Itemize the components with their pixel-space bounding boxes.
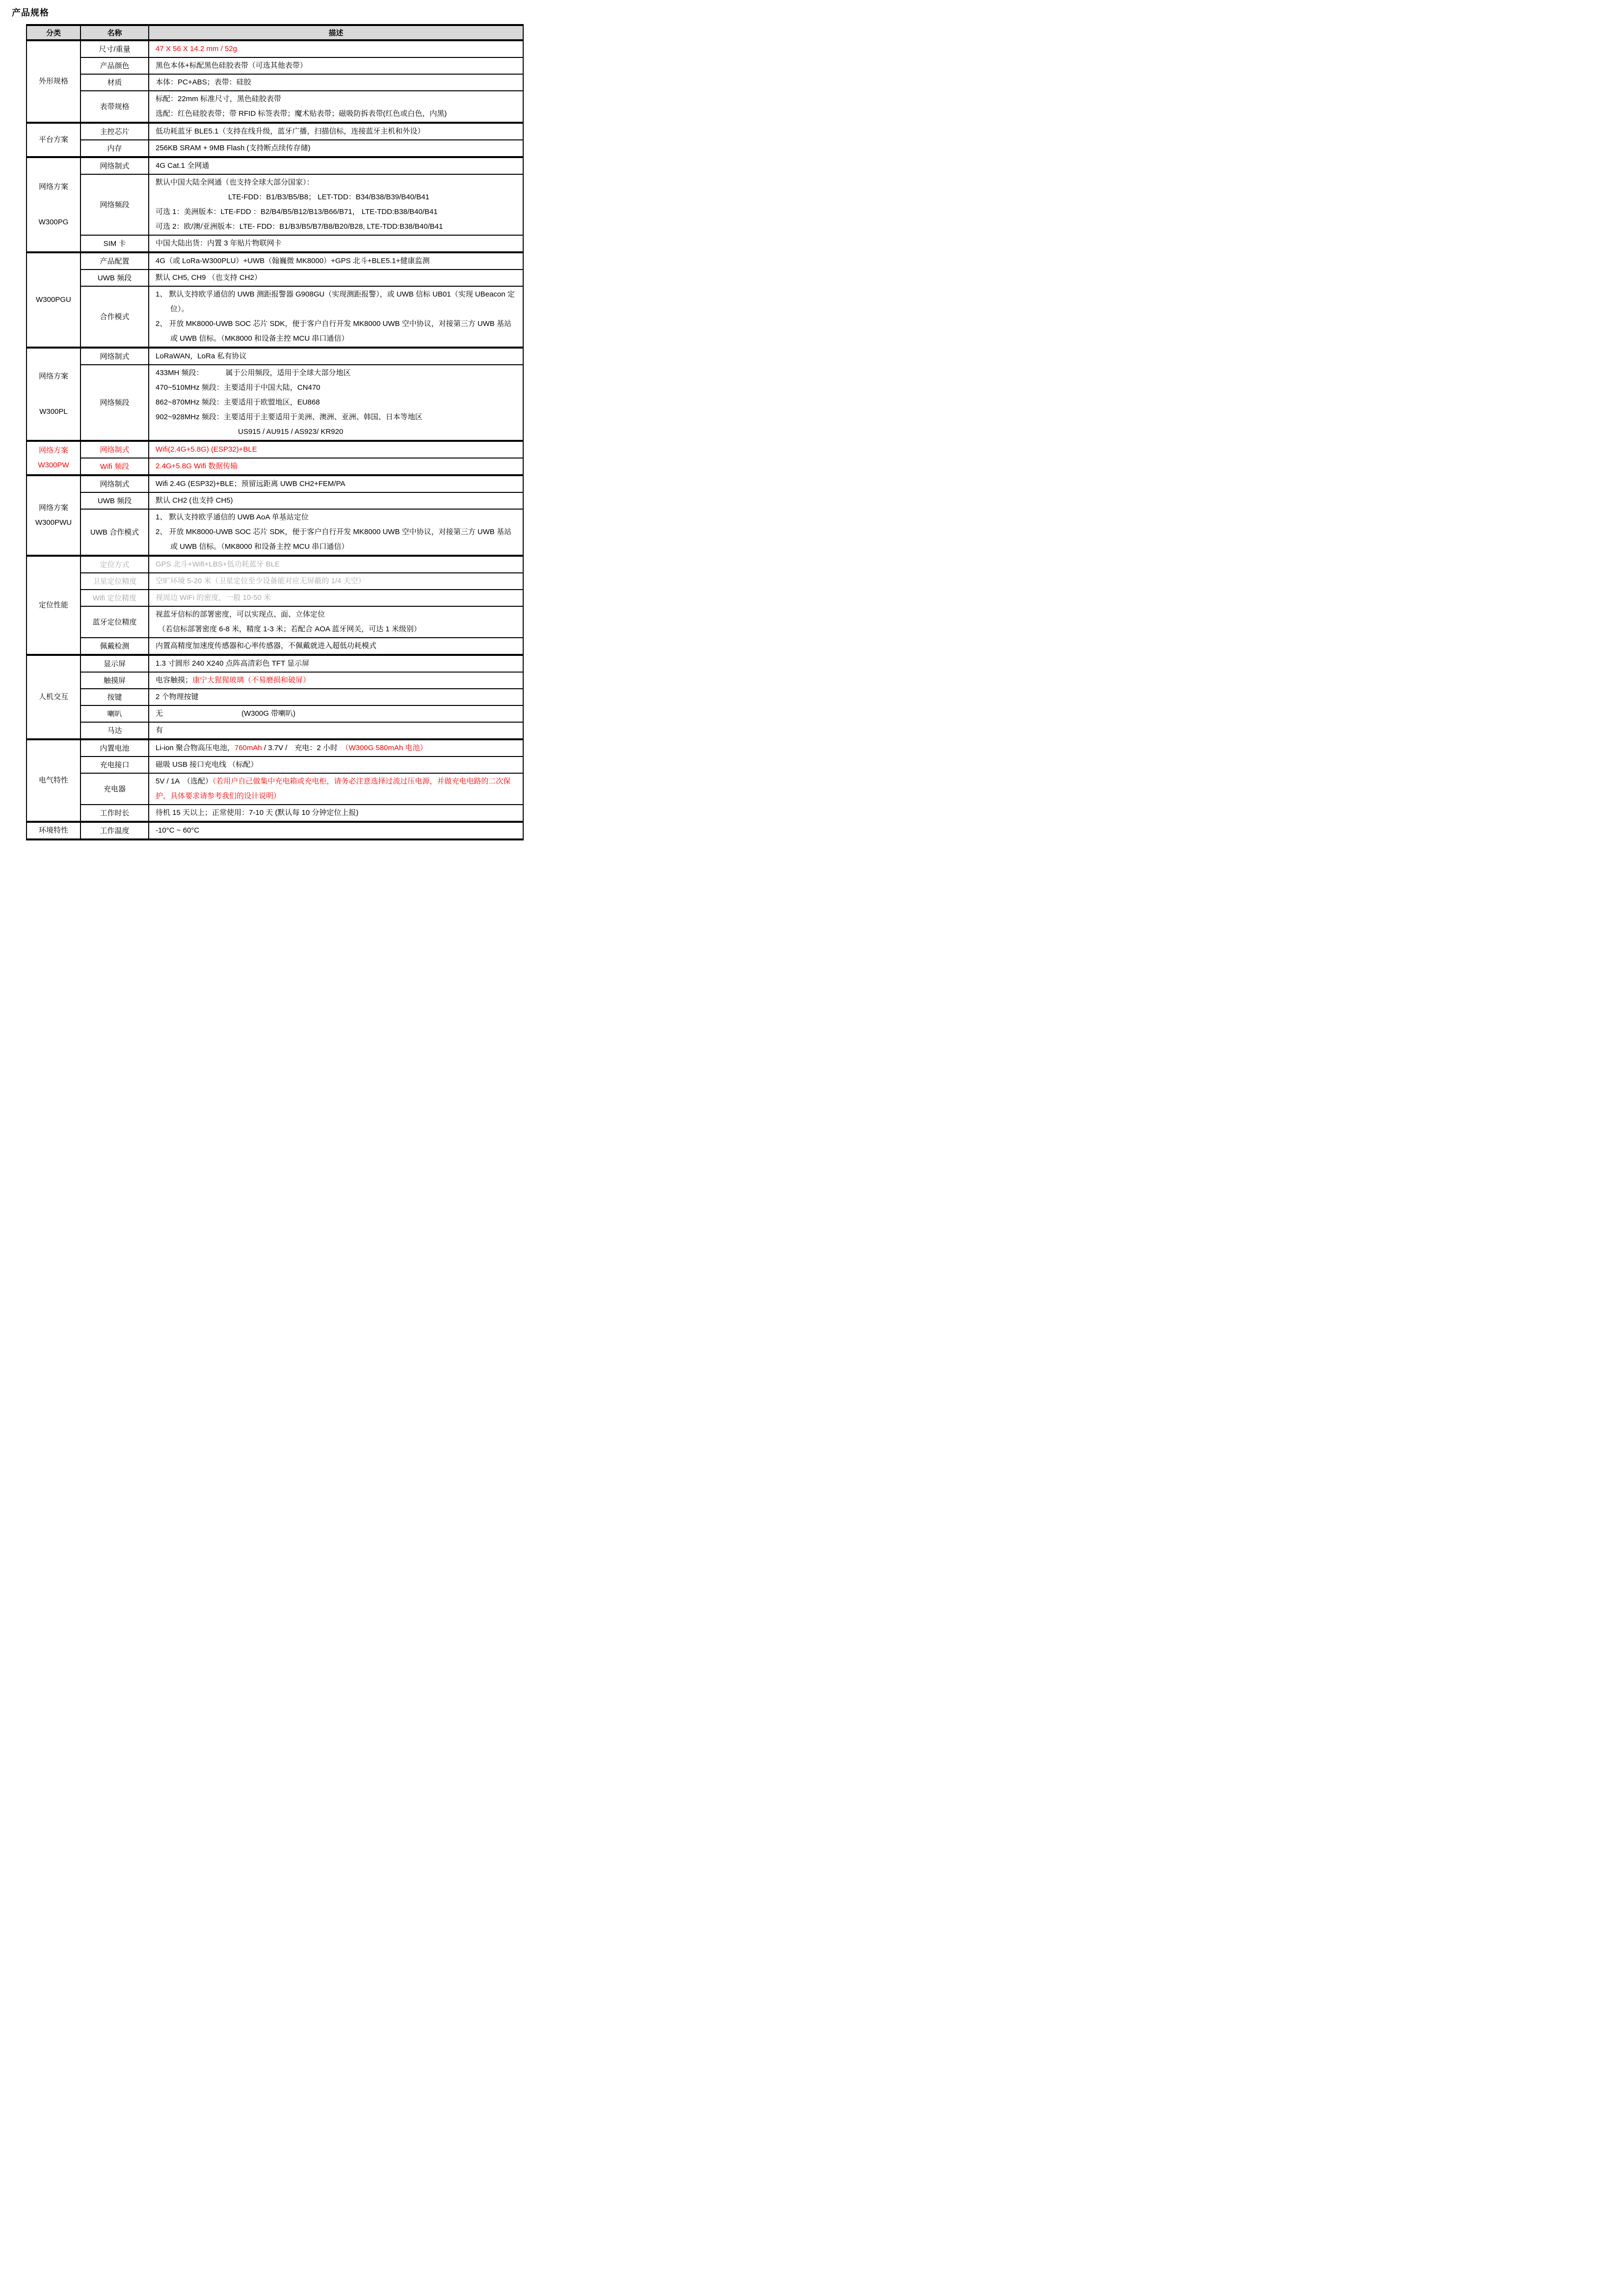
desc-cell [149,672,523,689]
name-label: 产品颜色 [100,61,130,70]
desc-line [156,591,516,605]
desc-cell [149,286,523,348]
desc-cell [149,689,523,705]
desc-line [156,124,516,139]
desc-text: LoRaWAN，LoRa 私有协议 [156,352,247,360]
name-label: 内置电池 [100,744,130,753]
table-row [27,140,523,157]
name-label: 表带规格 [100,102,130,111]
desc-cell [149,365,523,441]
desc-line [156,395,516,410]
table-row [27,235,523,252]
desc-text: GPS 北斗+Wifi+LBS+低功耗蓝牙 BLE [156,560,280,568]
desc-text: 磁吸 USB 接口充电线 （标配） [156,760,258,769]
table-row [27,441,523,458]
name-label: 主控芯片 [100,127,130,136]
desc-line [156,42,516,56]
table-row [27,672,523,689]
desc-text: (W300G 带喇叭) [241,709,296,718]
desc-text: 5V / 1A （选配） [156,777,213,785]
name-label: 网络频段 [100,398,130,407]
column-header-name: 名称 [80,25,149,40]
column-header-description: 描述 [149,25,523,40]
table-row [27,365,523,441]
desc-text: 760mAh [234,744,262,752]
name-cell [80,509,149,556]
page-title: 产品规格 [12,8,49,18]
table-row [27,174,523,235]
desc-text: 默认 CH2 (也支持 CH5) [156,496,233,505]
desc-text: （若用户自己做集中充电箱或充电柜，请务必注意选择过流过压电源，并做充电电路的二次保护，具体要求请参考我们的设计说明） [156,777,511,800]
desc-cell [149,235,523,252]
category-cell [27,348,80,441]
desc-cell [149,252,523,270]
desc-text: 本体：PC+ABS；表带：硅胶 [156,78,251,86]
document-page [0,0,541,840]
table-row [27,822,523,839]
desc-cell [149,756,523,773]
desc-text: 康宁大猩猩玻璃（不易磨损和破屏） [192,676,311,684]
name-cell [80,638,149,655]
desc-text: 1.3 寸圆形 240 X240 点阵高清彩色 TFT 显示屏 [156,659,310,668]
name-label: 马达 [107,726,122,735]
name-cell [80,805,149,822]
name-cell [80,655,149,672]
name-label: UWB 频段 [97,273,132,282]
name-label: 工作时长 [100,809,130,817]
name-label: 内存 [107,144,122,153]
desc-line [156,673,516,688]
desc-text: Li-ion 聚合物高压电池， [156,744,235,752]
desc-text: US915 / AU915 / AS923/ KR920 [238,428,344,436]
desc-line [156,806,516,820]
desc-line [156,92,516,107]
desc-line [156,175,516,190]
desc-text: Wifi 2.4G (ESP32)+BLE；预留远距离 UWB CH2+FEM/PA [156,480,346,488]
name-cell [80,365,149,441]
name-cell [80,458,149,475]
table-row [27,492,523,509]
category-cell [27,123,80,157]
desc-line [156,349,516,364]
category-label: 电气特性 [38,776,68,784]
desc-line [156,741,516,756]
desc-text: 低功耗蓝牙 BLE5.1（支持在线升级，蓝牙广播，扫描信标，连接蓝牙主机和外设） [156,127,425,135]
desc-text: / 3.7V / 充电：2 小时 [262,744,345,752]
desc-cell [149,348,523,365]
category-label: W300PW [38,461,69,469]
desc-line [156,205,516,219]
desc-cell [149,590,523,606]
desc-cell [149,458,523,475]
desc-cell [149,174,523,235]
table-row [27,57,523,74]
desc-text: 待机 15 天以上；正常使用：7-10 天 (默认每 10 分钟定位上报) [156,809,359,817]
name-label: 材质 [107,78,122,87]
desc-text: 默认 CH5, CH9 （也支持 CH2） [156,273,262,282]
table-row [27,805,523,822]
desc-text: 空旷环境 5-20 米（卫星定位至少设备能对应无屏蔽的 1/4 天空） [156,577,366,585]
desc-text: 可选 2：欧/澳/亚洲版本：LTE- FDD：B1/B3/B5/B7/B8/B20/B28, LTE-TDD:B38/B40/B41 [156,222,443,231]
table-row [27,157,523,174]
desc-text: 无 [156,709,163,718]
desc-line [156,366,516,380]
desc-text: 4G（或 LoRa-W300PLU）+UWB（翰巍微 MK8000）+GPS 北斗+BLE5.1+健康监测 [156,257,430,265]
desc-text: 433MH 频段： [156,369,204,377]
desc-cell [149,157,523,174]
desc-cell [149,739,523,756]
table-row [27,509,523,556]
name-label: 网络频段 [100,200,130,209]
desc-line [156,493,516,508]
name-cell [80,174,149,235]
name-cell [80,492,149,509]
name-cell [80,91,149,123]
table-row [27,270,523,286]
desc-text: 4G Cat.1 全网通 [156,162,210,170]
desc-text: 视周边 WiFi 的密度，一般 10-50 米 [156,594,271,602]
name-cell [80,74,149,91]
table-row [27,689,523,705]
category-label: 平台方案 [38,135,68,144]
name-cell [80,475,149,492]
desc-line [156,287,516,317]
name-label: 工作温度 [100,826,130,835]
category-cell [27,157,80,252]
category-label: W300PL [39,407,68,416]
name-label: 产品配置 [100,257,130,266]
category-cell [27,655,80,739]
name-label: 网络制式 [100,445,130,454]
desc-line [156,557,516,572]
name-cell [80,252,149,270]
name-label: 蓝牙定位精度 [92,618,137,626]
table-row [27,739,523,756]
name-label: 显示屏 [103,659,126,668]
table-row [27,722,523,739]
name-cell [80,235,149,252]
desc-cell [149,441,523,458]
table-row [27,590,523,606]
desc-text: 内置高精度加速度传感器和心率传感器，不佩戴就进入超低功耗模式 [156,642,377,650]
desc-text: 可选 1：美洲版本：LTE-FDD ：B2/B4/B5/B12/B13/B66/B71， LTE-TDD:B38/B40/B41 [156,208,438,216]
spec-table-body [27,40,523,839]
desc-line [156,774,516,804]
category-cell [27,739,80,822]
desc-line [156,459,516,474]
table-row [27,74,523,91]
desc-text: 1、 默认支持欧孚通信的 UWB 测距报警器 G908GU（实现测距报警），或 UWB 信标 UB01（实现 UBeacon 定位）。 [156,290,515,313]
category-label: 网络方案 [38,446,68,455]
desc-text: 中国大陆出货：内置 3 年贴片物联网卡 [156,239,282,247]
name-cell [80,123,149,140]
name-cell [80,573,149,590]
desc-line [156,757,516,772]
header-row [27,25,523,40]
desc-text: 2.4G+5.8G Wifi 数据传输 [156,462,238,470]
table-row [27,773,523,805]
category-label: 外形规格 [38,77,68,85]
desc-text: 862~870MHz 频段：主要适用于欧盟地区，EU868 [156,398,320,406]
table-row [27,556,523,573]
desc-cell [149,492,523,509]
name-label: Wifi 定位精度 [92,594,137,602]
table-row [27,573,523,590]
column-header-category: 分类 [27,25,80,40]
name-cell [80,773,149,805]
desc-line [156,607,516,622]
name-label: 尺寸/重量 [99,45,131,54]
desc-cell [149,57,523,74]
name-cell [80,722,149,739]
name-label: Wifi 频段 [100,462,130,471]
desc-text: 2、 开放 MK8000-UWB SOC 芯片 SDK，便于客户自行开发 MK8000 UWB 空中协议，对接第三方 UWB 基站或 UWB 信标。（MK8000 和设备主控 MCU 串口通信） [156,320,512,343]
name-cell [80,286,149,348]
desc-text: -10°C ~ 60°C [156,826,200,835]
desc-text: 2 个物理按键 [156,693,199,701]
desc-text: LTE-FDD：B1/B3/B5/B8； LET-TDD：B34/B38/B39/B40/B41 [228,193,429,201]
desc-text: 47 X 56 X 14.2 mm / 52g [156,45,237,53]
desc-line [156,823,516,838]
desc-line [156,622,516,637]
table-row [27,705,523,722]
desc-cell [149,606,523,638]
name-cell [80,822,149,839]
name-cell [80,348,149,365]
table-row [27,91,523,123]
name-cell [80,705,149,722]
desc-line [156,574,516,589]
category-label: 网络方案 [38,504,68,512]
desc-text: 选配：红色硅胶表带；带 RFID 标签表带；魔术贴表带；磁吸防拆表带(红色或白色，内黑) [156,109,447,118]
desc-line [156,656,516,671]
name-label: UWB 合作模式 [90,528,139,537]
name-cell [80,157,149,174]
name-label: 卫星定位精度 [92,577,137,586]
desc-cell [149,140,523,157]
desc-line [156,690,516,704]
name-cell [80,672,149,689]
desc-text: 470~510MHz 频段：主要适用于中国大陆，CN470 [156,383,320,392]
table-row [27,458,523,475]
name-cell [80,556,149,573]
desc-line [156,723,516,738]
desc-text: 256KB SRAM + 9MB Flash (支持断点续传存储) [156,144,311,152]
category-label: W300PGU [36,296,71,304]
table-row [27,40,523,57]
desc-line [156,270,516,285]
desc-line [156,219,516,234]
name-label: UWB 频段 [97,496,132,505]
table-row [27,252,523,270]
desc-line [156,141,516,156]
name-cell [80,441,149,458]
desc-line [156,159,516,173]
desc-text: 视蓝牙信标的部署密度，可以实现点、面、立体定位 [156,610,325,619]
desc-text: （若信标部署密度 6-8 米，精度 1-3 米；若配合 AOA 蓝牙网关，可达 1 米级别） [158,625,421,633]
category-cell [27,441,80,475]
desc-line [156,58,516,73]
desc-line [156,380,516,395]
name-label: 合作模式 [100,312,130,321]
name-label: 触摸屏 [103,676,126,685]
category-cell [27,556,80,655]
name-cell [80,40,149,57]
name-cell [80,689,149,705]
desc-text: 902~928MHz 频段：主要适用于主要适用于美洲、澳洲、亚洲、韩国、日本等地区 [156,413,423,421]
desc-cell [149,270,523,286]
desc-line [156,317,516,346]
desc-cell [149,822,523,839]
name-label: 网络制式 [100,162,130,170]
table-row [27,638,523,655]
desc-cell [149,509,523,556]
table-row [27,655,523,672]
table-row [27,286,523,348]
desc-cell [149,475,523,492]
desc-line [156,442,516,457]
name-label: 充电接口 [100,760,130,769]
name-cell [80,57,149,74]
desc-line [156,190,516,205]
category-label: 定位性能 [38,601,68,609]
category-cell [27,822,80,839]
category-cell [27,252,80,348]
category-label: 人机交互 [38,693,68,701]
desc-line [156,639,516,653]
category-label: 环境特性 [38,826,68,835]
category-cell [27,40,80,123]
name-label: 网络制式 [100,480,130,488]
table-row [27,123,523,140]
desc-text: （W300G 580mAh 电池） [345,744,427,752]
desc-line [156,706,516,721]
table-row [27,606,523,638]
name-cell [80,590,149,606]
desc-text: Wifi(2.4G+5.8G) (ESP32)+BLE [156,445,257,454]
table-row [27,756,523,773]
name-cell [80,270,149,286]
desc-text: 默认中国大陆全网通（也支持全球大部分国家）： [156,178,314,187]
desc-text: 1、 默认支持欧孚通信的 UWB AoA 单基站定位 [156,513,309,521]
category-label: W300PG [38,218,69,226]
desc-cell [149,722,523,739]
desc-line [156,410,516,425]
desc-line [156,236,516,251]
name-label: 按键 [107,693,122,702]
desc-cell [149,655,523,672]
category-label: 网络方案 [38,372,68,380]
desc-cell [149,573,523,590]
category-label: W300PWU [35,518,72,527]
name-label: 定位方式 [100,560,130,569]
desc-line [156,525,516,554]
desc-text: 黑色本体+标配黑色硅胶表带（可选其他表带） [156,61,307,70]
desc-text: 标配：22mm 标准尺寸，黑色硅胶表带 [156,95,281,103]
desc-line [156,75,516,90]
desc-cell [149,638,523,655]
table-row [27,348,523,365]
desc-text: 2、 开放 MK8000-UWB SOC 芯片 SDK，便于客户自行开发 MK8000 UWB 空中协议，对接第三方 UWB 基站或 UWB 信标。（MK8000 和设备主控 MCU 串口通信） [156,528,512,551]
desc-cell [149,556,523,573]
name-cell [80,140,149,157]
name-label: 佩戴检测 [100,642,130,650]
name-label: 喇叭 [107,709,122,718]
desc-cell [149,91,523,123]
desc-cell [149,773,523,805]
desc-cell [149,805,523,822]
table-row [27,475,523,492]
desc-line [156,510,516,525]
desc-line [156,425,516,439]
desc-line [156,254,516,269]
desc-text: 属于公用频段，适用于全球大部分地区 [225,369,351,377]
name-cell [80,756,149,773]
category-cell [27,475,80,556]
desc-cell [149,123,523,140]
name-label: 网络制式 [100,352,130,361]
spec-table [26,24,524,840]
desc-cell [149,705,523,722]
desc-cell [149,40,523,57]
name-cell [80,739,149,756]
name-label: 充电器 [103,784,126,793]
name-cell [80,606,149,638]
desc-text: 电容触摸； [156,676,193,684]
category-label: 网络方案 [38,183,68,191]
name-label: SIM 卡 [103,239,126,248]
desc-cell [149,74,523,91]
desc-line [156,107,516,121]
desc-line [156,477,516,491]
desc-text: 有 [156,726,163,734]
